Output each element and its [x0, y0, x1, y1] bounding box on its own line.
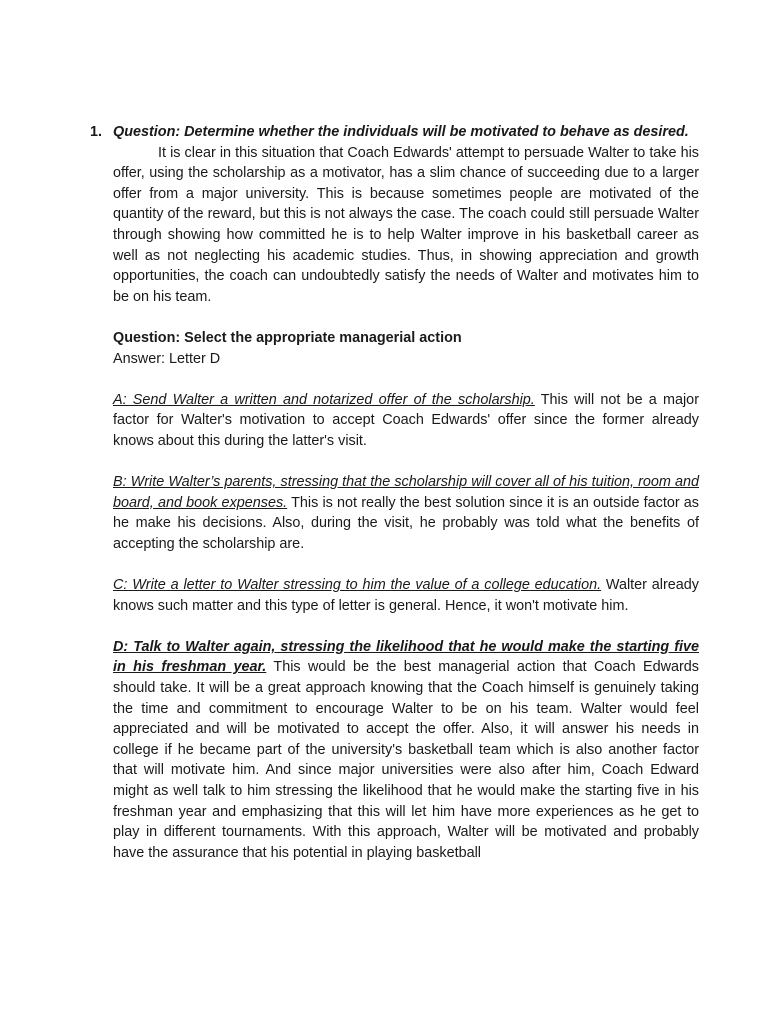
option-a-text: This will not be a major factor for Walter's motivation to accept Coach Edwards' offer since the former already knows about this during the latter's visit.: [113, 391, 699, 449]
option-c-title: C: Write a letter to Walter stressing to him the value of a college education.: [113, 577, 602, 594]
question-2-label: Question: Select the appropriate managerial action: [113, 329, 462, 346]
option-c-text: Walter already knows such matter and this type of letter is general. Hence, it won't motivate him.: [113, 577, 699, 614]
option-c-paragraph: [113, 575, 699, 616]
option-b-text: This is not really the best solution since it is an outside factor as he make his decisions. Also, during the visit, he probably was told what the benefits of accepting the scholarship are.: [113, 494, 699, 552]
option-b-paragraph: [113, 472, 699, 554]
option-b-title: B: Write Walter’s parents, stressing that the scholarship will cover all of his tuition, room and board, and book expenses.: [113, 474, 699, 511]
option-d-text: This would be the best managerial action that Coach Edwards should take. It will be a great approach knowing that the Coach himself is genuinely taking the time and commitment to encourage Walter to be on his team. Walter would feel appreciated and will be motivated to accept the offer. Also, it will answer his needs in college if he became part of the university's basketball team which is also another factor that will motivate him. And since major universities were also after him, Coach Edward might as well talk to him stressing the likelihood that he would make the starting five in his freshman year and emphasizing that this will let him have more experiences as he get to play in different tournaments. With this approach, Walter will be motivated and probably have the assurance that his potential in playing basketball: [113, 659, 700, 861]
question-1-label: Question: Determine whether the individuals will be motivated to behave as desired.: [113, 124, 689, 140]
question-2-answer: Answer: Letter D: [113, 350, 221, 367]
question-1-answer-paragraph: It is clear in this situation that Coach Edwards' attempt to persuade Walter to take his offer, using the scholarship as a motivator, has a slim chance of succeeding due to a larger offer from a major university. This is because sometimes people are motivated of the quantity of the reward, but this is not always the case. The coach could still persuade Walter through showing how committed he is to help Walter improve in his basketball career as well as not neglecting his academic studies. Thus, in showing appreciation and growth opportunities, the coach can undoubtedly satisfy the needs of Walter and motivates him to be on his team.: [113, 144, 699, 305]
item-number: 1.: [90, 124, 103, 140]
document-body: [113, 122, 699, 863]
option-d-title: D: Talk to Walter again, stressing the likelihood that he would make the starting five in his freshman year.: [113, 638, 699, 676]
option-a-title: A: Send Walter a written and notarized offer of the scholarship.: [113, 391, 535, 408]
option-d-paragraph: [113, 637, 699, 864]
option-a-paragraph: [113, 390, 699, 452]
